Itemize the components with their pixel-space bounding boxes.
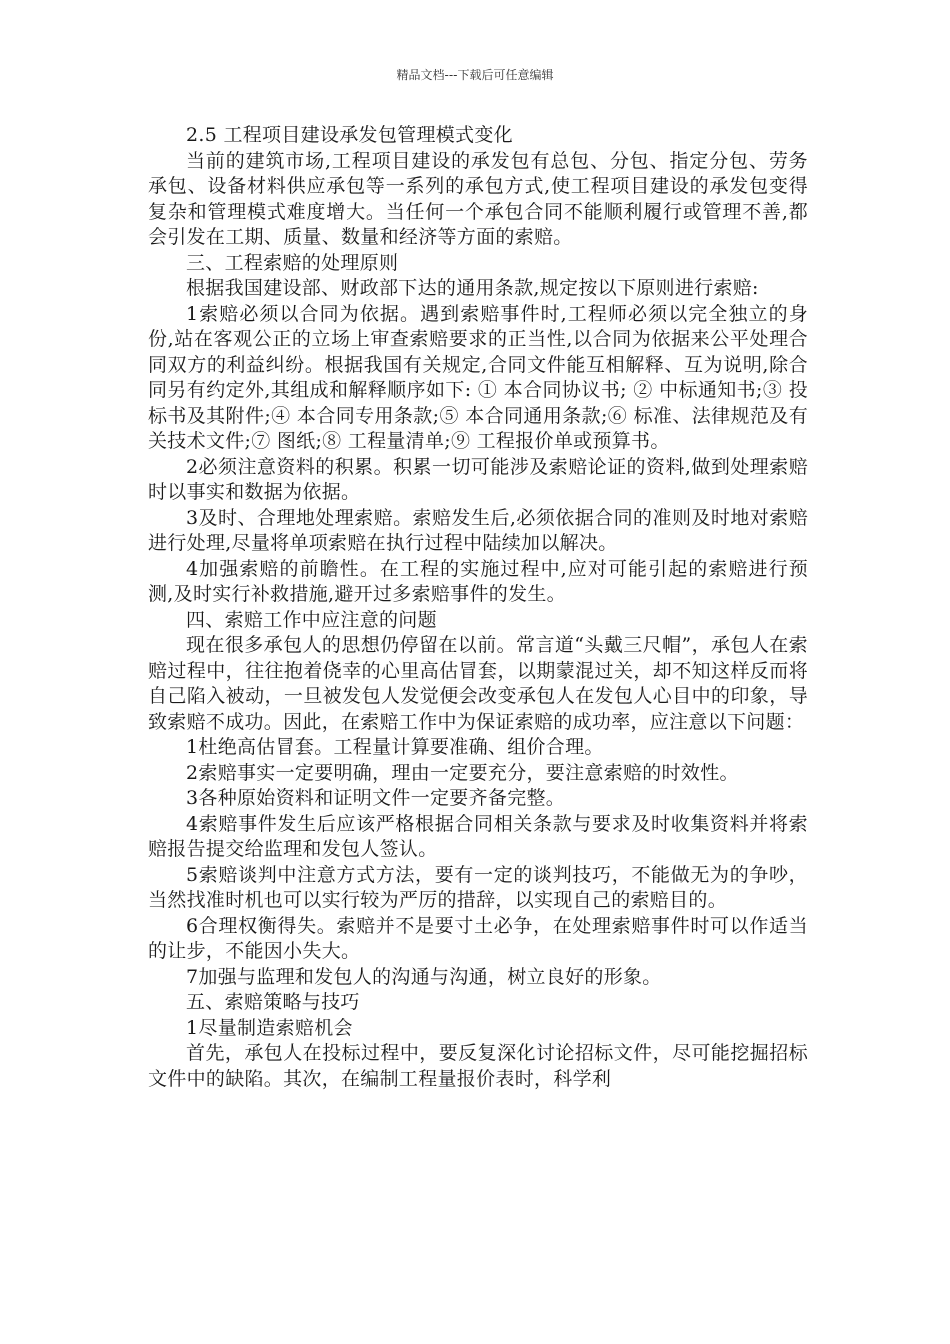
section-heading: 三、工程索赔的处理原则 [186,251,399,274]
list-item: 7加强与监理和发包人的沟通与沟通，树立良好的形象。 [186,965,662,988]
list-item: 1杜绝高估冒套。工程量计算要准确、组价合理。 [186,736,604,758]
list-item: 6合理权衡得失。索赔并不是要寸土必争，在处理索赔事件时可以作适当的让步，不能因小失大。 [148,914,808,962]
list-item: 5索赔谈判中注意方式方法，要有一定的谈判技巧，不能做无为的争吵，当然找准时机也可以实行较为严厉的措辞，以实现自己的索赔目的。 [148,863,808,911]
section-heading: 五、索赔策略与技巧 [186,991,360,1013]
section-heading: 2.5 工程项目建设承发包管理模式变化 [186,124,513,146]
page-header: 精品文档---下载后可任意编辑 [396,68,554,82]
list-item: 1索赔必须以合同为依据。遇到索赔事件时,工程师必须以完全独立的身份,站在客观公正的立场上审查索赔要求的正当性,以合同为依据来公平处理合同双方的利益纠纷。根据我国有关规定,合同文件能互相解释、互为说明,除合同另有约定外,其组成和解释顺序如下: ① 本合同协议书; ② 中标通知书;③ 投标书及其附件;④ 本合同专用条款;⑤ 本合同通用条款;⑥ 标准、法律规范及有关技术文件;⑦ 图纸;⑧ 工程量清单;⑨ 工程报价单或预算书。 [148,302,808,452]
body-paragraph: 首先，承包人在投标过程中，要反复深化讨论招标文件，尽可能挖掘招标文件中的缺陷。其次，在编制工程量报价表时，科学利 [148,1042,808,1090]
body-paragraph: 现在很多承包人的思想仍停留在以前。常言道“头戴三尺帽”，承包人在索赔过程中，往往抱着侥幸的心里高估冒套，以期蒙混过关，却不知这样反而将自己陷入被动，一旦被发包人发觉便会改变承包人在发包人心目中的印象，导致索赔不成功。因此，在索赔工作中为保证索赔的成功率，应注意以下问题： [148,634,808,733]
body-paragraph: 根据我国建设部、财政部下达的通用条款,规定按以下原则进行索赔: [186,277,759,299]
list-item: 3各种原始资料和证明文件一定要齐备完整。 [186,787,566,809]
subsection-heading: 1尽量制造索赔机会 [186,1016,353,1039]
list-item: 4索赔事件发生后应该严格根据合同相关条款与要求及时收集资料并将索赔报告提交给监理和发包人签认。 [148,812,808,860]
list-item: 2索赔事实一定要明确，理由一定要充分，要注意索赔的时效性。 [186,761,739,784]
section-heading: 四、索赔工作中应注意的问题 [186,608,437,631]
list-item: 2必须注意资料的积累。积累一切可能涉及索赔论证的资料,做到处理索赔时以事实和数据为依据。 [148,455,808,503]
document-body [148,123,808,1092]
body-paragraph: 当前的建筑市场,工程项目建设的承发包有总包、分包、指定分包、劳务承包、设备材料供应承包等一系列的承包方式,使工程项目建设的承发包变得复杂和管理模式难度增大。当任何一个承包合同不能顺利履行或管理不善,都会引发在工期、质量、数量和经济等方面的索赔。 [148,149,808,248]
list-item: 4加强索赔的前瞻性。在工程的实施过程中,应对可能引起的索赔进行预测,及时实行补救措施,避开过多索赔事件的发生。 [148,557,808,605]
list-item: 3及时、合理地处理索赔。索赔发生后,必须依据合同的准则及时地对索赔进行处理,尽量将单项索赔在执行过程中陆续加以解决。 [148,506,808,554]
